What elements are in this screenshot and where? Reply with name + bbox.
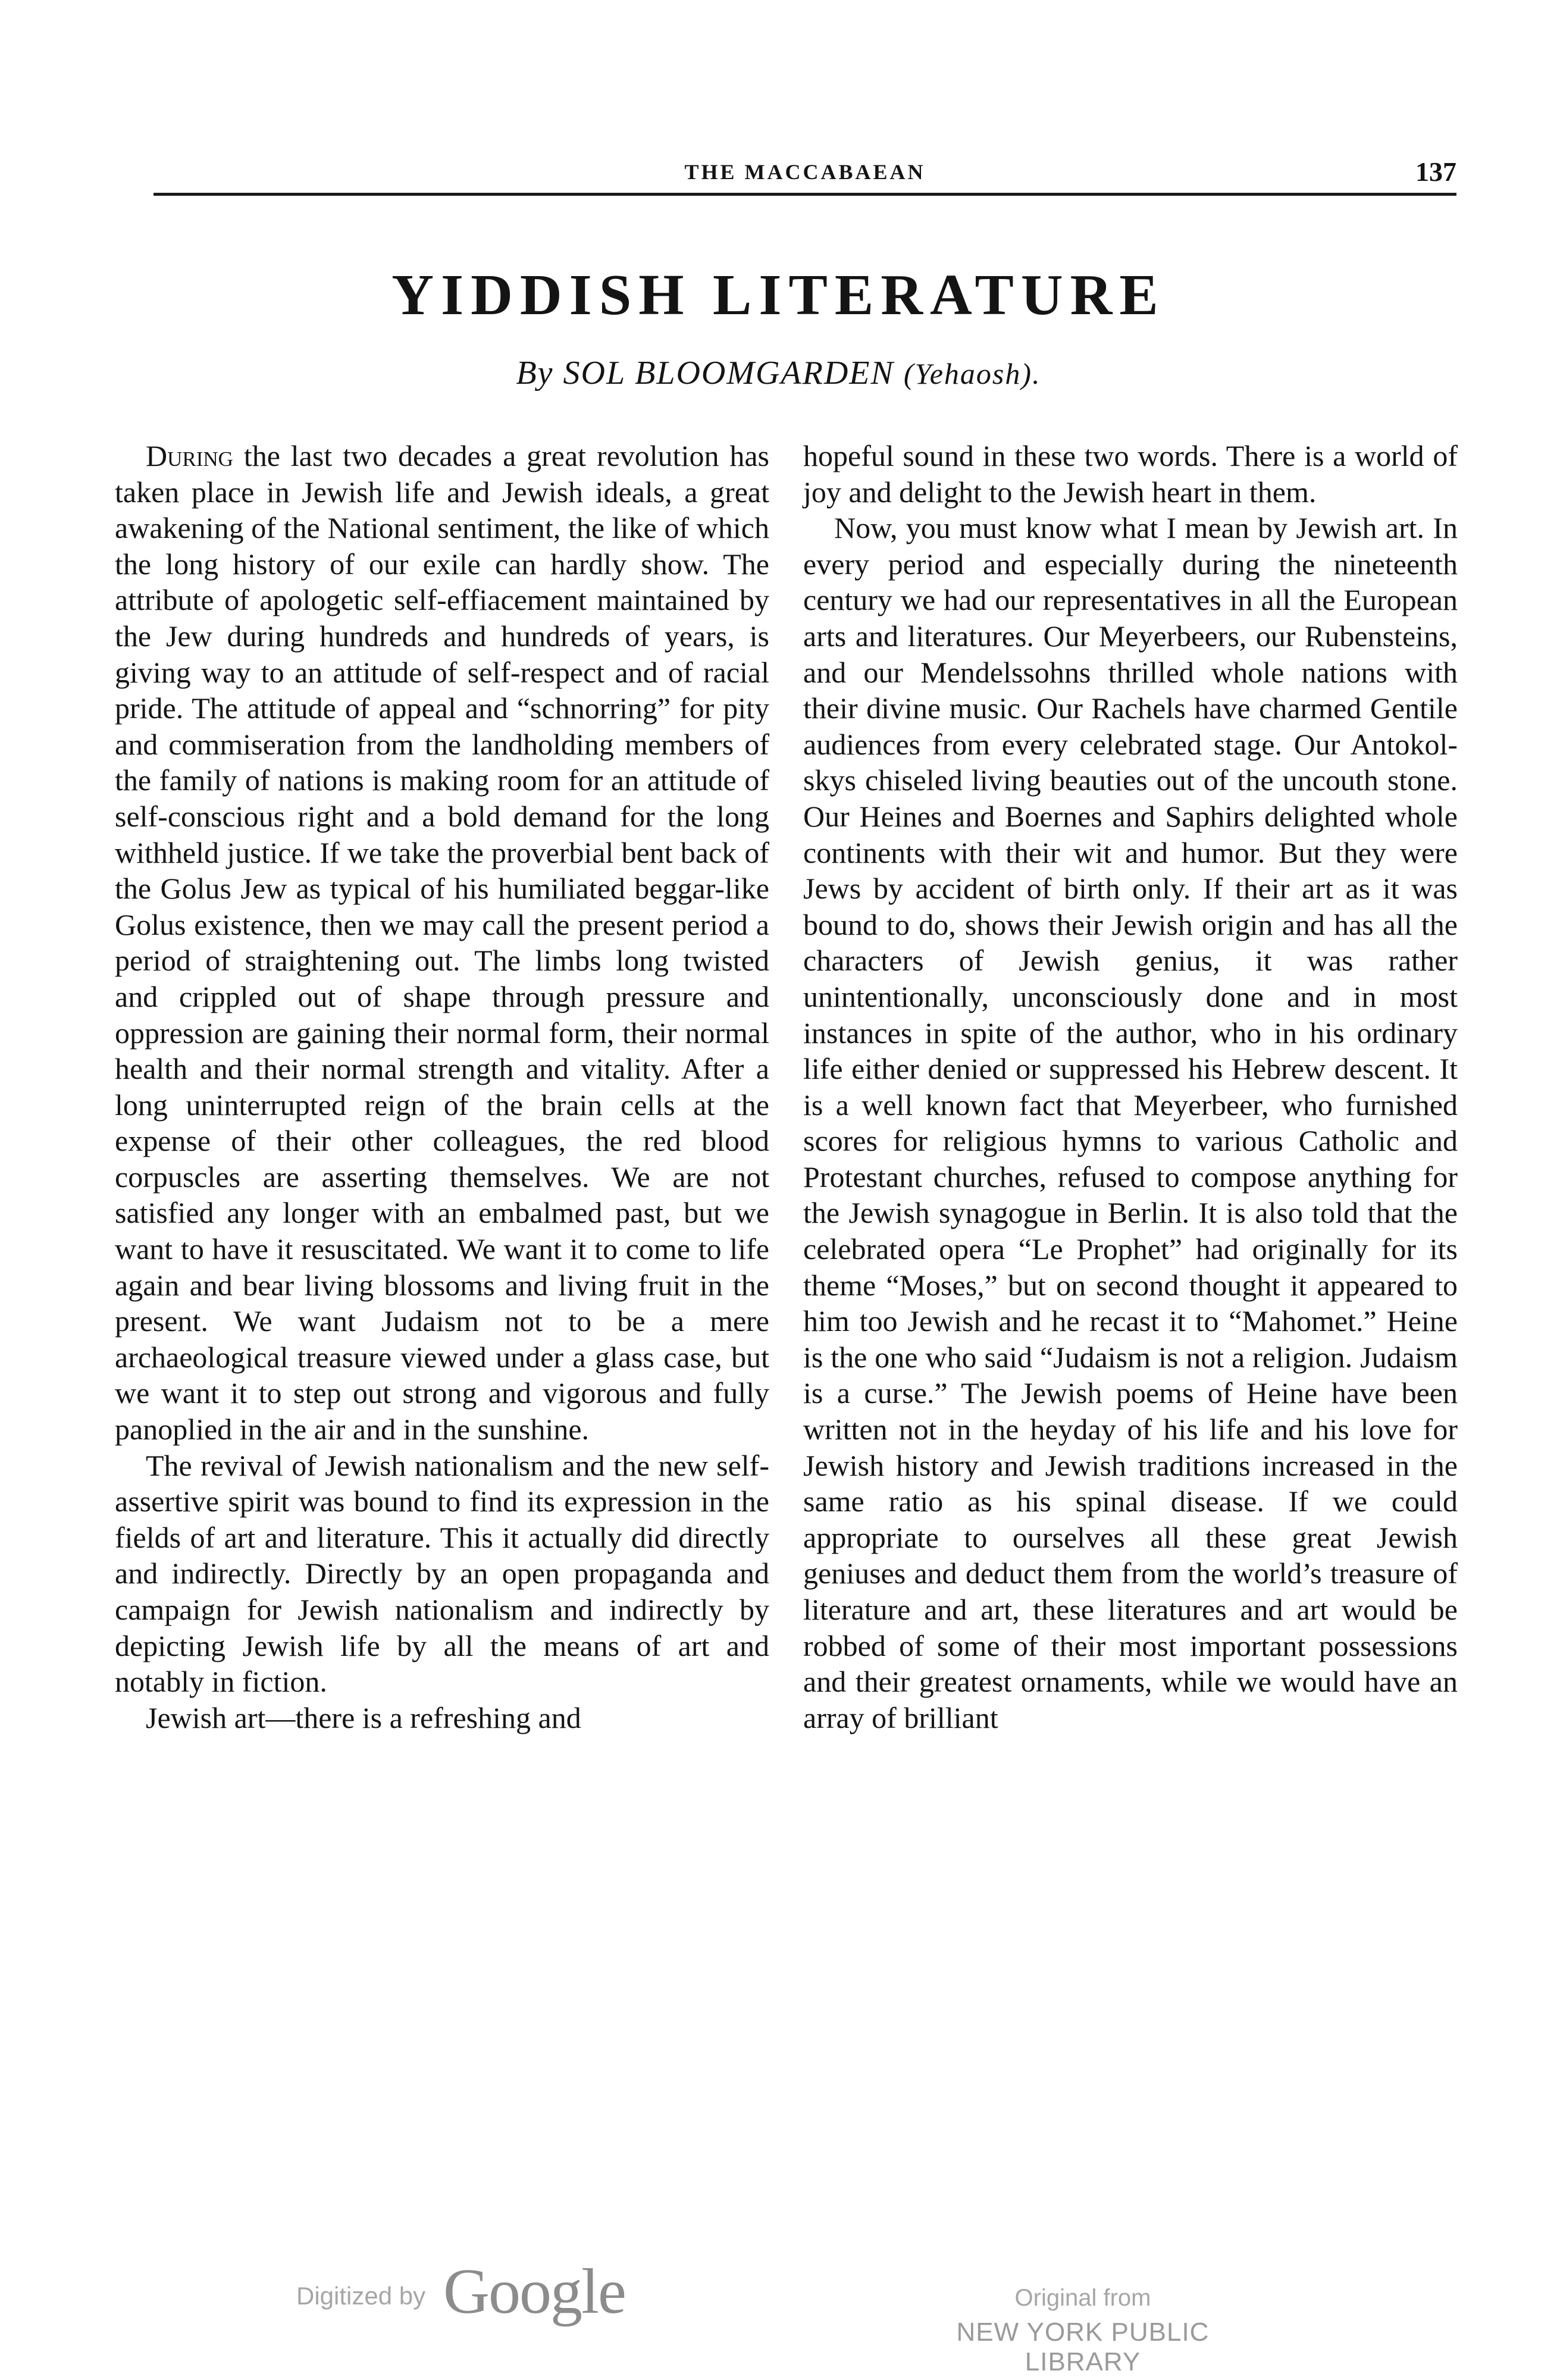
article-title: YIDDISH LITERATURE xyxy=(391,263,1166,327)
right-column xyxy=(803,438,1458,1736)
paragraph-text: the last two decades a great revolution has taken place in Jewish life and Jewish ideals, a great awakening of the National sentiment, the like of which the long history of our exile can hardly show. The attribute of apologetic self-effiacement maintained by the Jew during hundreds and hundreds of years, is giving way to an attitude of self-respect and of racial pride. The attitude of appeal and “schnorring” for pity and commiseration from the landholding members of the family of nations is making room for an attitude of self-conscious right and a bold demand for the long withheld justice. If we take the proverbial bent back of the Golus Jew as typical of his humiliated beggar-like Golus existence, then we may call the present period a period of straightening out. The limbs long twisted and crippled out of shape through pressure and oppression are gaining their normal form, their normal health and their normal strength and vitality. After a long uninterrupted reign of the brain cells at the expense of their other colleagues, the red blood corpuscles are asserting themselves. We are not satisfied any longer with an embalmed past, but we want to have it resuscitated. We want it to come to life again and bear living blossoms and living fruit in the present. We want Judaism not to be a mere archaeological treasure viewed under a glass case, but we want it to step out strong and vigorous and fully panoplied in the air and in the sunshine. xyxy=(115,439,769,1446)
paragraph: Now, you must know what I mean by Jewish art. In every period and especially during the nineteenth century we had our representatives in all the European arts and literatures. Our Meyerbeers, our Rubensteins, and our Mendelssohns thrilled whole nations with their divine music. Our Rachels have charmed Gentile audiences from every celebrated stage. Our Antokolskys chiseled living beauties out of the uncouth stone. Our Heines and Boernes and Saphirs delighted whole continents with their wit and humor. But they were Jews by accident of birth only. If their art as it was bound to do, shows their Jewish origin and has all the characters of Jewish genius, it was rather unintentionally, unconsciously done and in most instances in spite of the author, who in his ordinary life either denied or suppressed his Hebrew descent. It is a well known fact that Meyerbeer, who furnished scores for religious hymns to various Catholic and Protestant churches, refused to compose anything for the Jewish synagogue in Berlin. It is also told that the celebrated opera “Le Prophet” had originally for its theme “Moses,” but on second thought it appeared to him too Jewish and he recast it to “Mahomet.” Heine is the one who said “Judaism is not a religion. Judaism is a curse.” The Jewish poems of Heine have been written not in the heyday of his life and his love for Jewish history and Jewish traditions increased in the same ratio as his spinal disease. If we could appropriate to ourselves all these great Jewish geniuses and deduct them from the world’s treasure of literature and art, these literatures and art would be robbed of some of their most important possessions and their greatest ornaments, while we would have an array of brilliant xyxy=(803,511,1458,1734)
original-from-label: Original from xyxy=(1014,2285,1151,2311)
paragraph xyxy=(115,438,769,1448)
paragraph: Jewish art—there is a refreshing and xyxy=(146,1701,581,1734)
paragraph: The revival of Jewish nationalism and the new self-assertive spirit was bound to find its expression in the fields of art and literature. This it actually did directly and indirectly. Directly by an open propaganda and campaign for Jewish nationalism and indirectly by depicting Jewish life by all the means of art and notably in fiction. xyxy=(115,1448,769,1699)
running-title: THE MACCABAEAN xyxy=(684,160,926,184)
drop-word: During xyxy=(146,439,233,472)
header-rule xyxy=(153,193,1456,196)
paragraph: hopeful sound in these two words. There is a world of joy and delight to the Jewish heart in them. xyxy=(803,439,1458,509)
digitized-by-label: Digitized by xyxy=(296,2282,426,2310)
byline-alias: (Yehaosh). xyxy=(903,357,1041,390)
left-column xyxy=(115,438,769,1736)
running-header xyxy=(153,156,1456,190)
google-logo: Google xyxy=(443,2256,625,2327)
byline xyxy=(0,354,1557,392)
library-name: NEW YORK PUBLIC LIBRARY xyxy=(956,2318,1210,2376)
page-number: 137 xyxy=(1415,156,1456,187)
byline-author: By SOL BLOOMGARDEN xyxy=(516,355,894,392)
